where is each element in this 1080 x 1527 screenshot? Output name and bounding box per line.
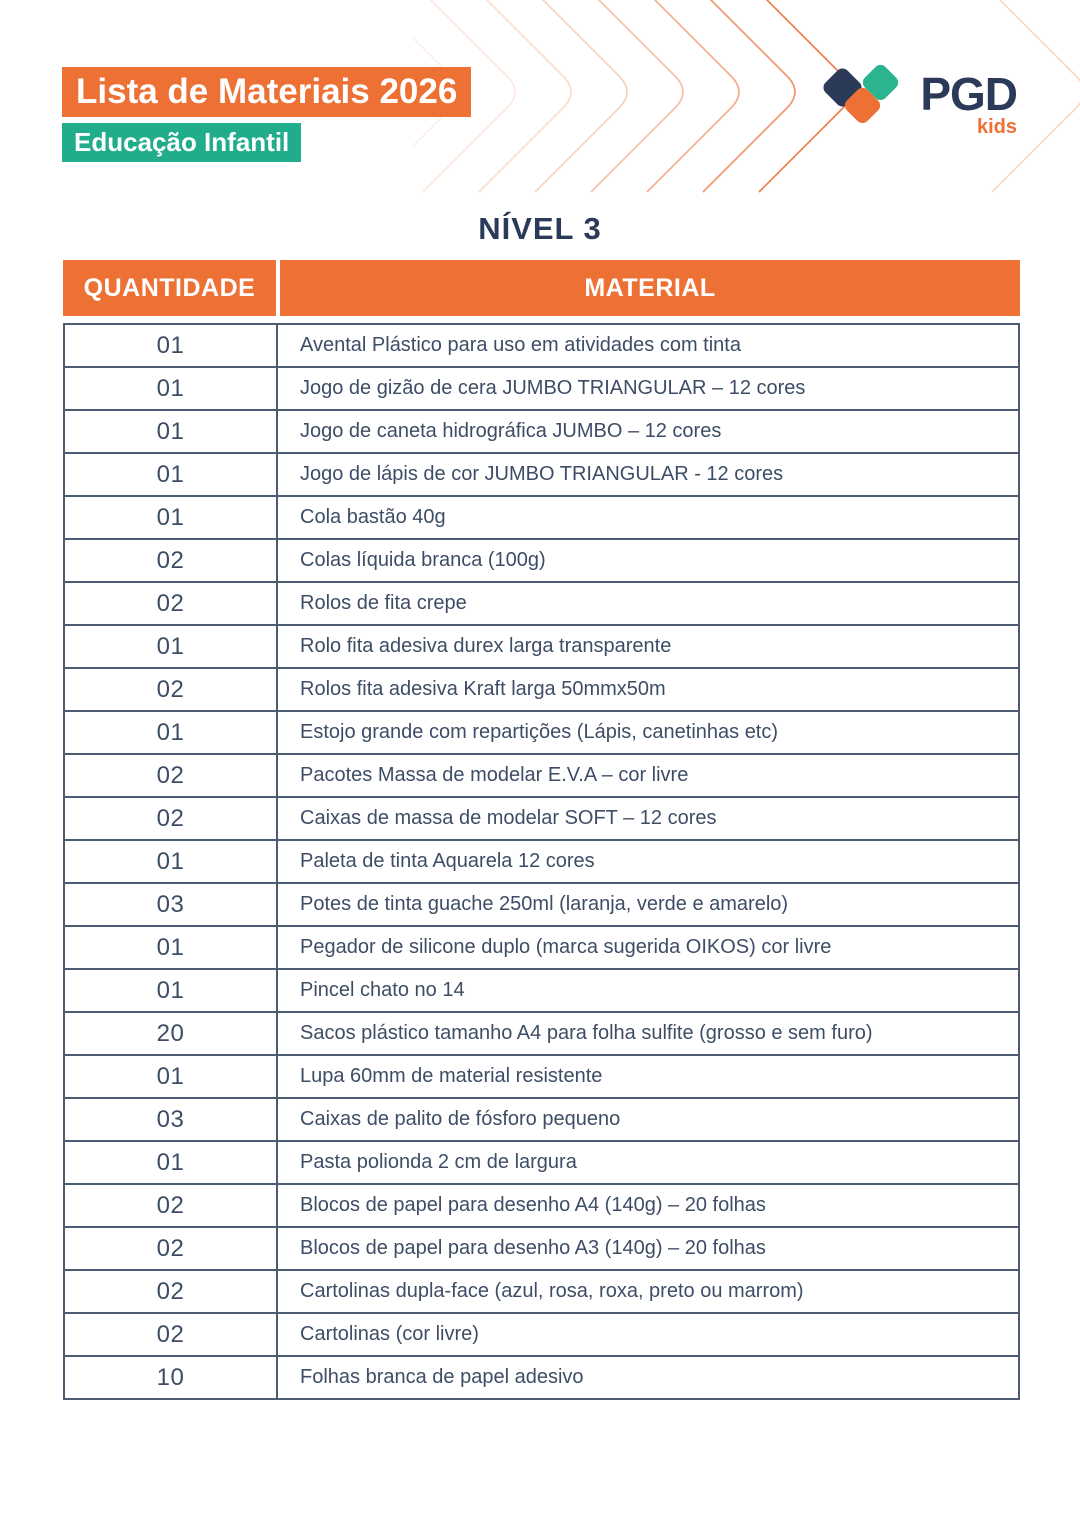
material-cell: Pacotes Massa de modelar E.V.A – cor livre — [277, 754, 1019, 797]
table-row — [64, 367, 1019, 410]
quantity-cell: 01 — [64, 324, 277, 367]
quantity-cell: 01 — [64, 1141, 277, 1184]
quantity-cell: 01 — [64, 926, 277, 969]
quantity-cell: 20 — [64, 1012, 277, 1055]
quantity-cell: 01 — [64, 1055, 277, 1098]
table-row — [64, 539, 1019, 582]
logo-text — [920, 68, 1017, 138]
pgd-kids-logo — [822, 60, 1017, 137]
table-row — [64, 926, 1019, 969]
material-cell: Rolos de fita crepe — [277, 582, 1019, 625]
quantity-cell: 02 — [64, 1270, 277, 1313]
material-cell: Cola bastão 40g — [277, 496, 1019, 539]
quantity-cell: 01 — [64, 625, 277, 668]
quantity-cell: 02 — [64, 1313, 277, 1356]
material-cell: Rolos fita adesiva Kraft larga 50mmx50m — [277, 668, 1019, 711]
material-cell: Lupa 60mm de material resistente — [277, 1055, 1019, 1098]
material-cell: Pasta polionda 2 cm de largura — [277, 1141, 1019, 1184]
table-row — [64, 410, 1019, 453]
material-cell: Pegador de silicone duplo (marca sugerida OIKOS) cor livre — [277, 926, 1019, 969]
table-row — [64, 1313, 1019, 1356]
quantity-cell: 01 — [64, 367, 277, 410]
material-cell: Folhas branca de papel adesivo — [277, 1356, 1019, 1399]
material-cell: Cartolinas dupla-face (azul, rosa, roxa, preto ou marrom) — [277, 1270, 1019, 1313]
table-row — [64, 582, 1019, 625]
quantity-cell: 01 — [64, 840, 277, 883]
table-row — [64, 1270, 1019, 1313]
quantity-cell: 10 — [64, 1356, 277, 1399]
table-row — [64, 797, 1019, 840]
quantity-cell: 03 — [64, 883, 277, 926]
table-row — [64, 625, 1019, 668]
quantity-cell: 01 — [64, 711, 277, 754]
quantity-cell: 01 — [64, 969, 277, 1012]
document-title-banner: Lista de Materiais 2026 — [62, 67, 471, 117]
logo-diamonds-icon — [822, 60, 904, 130]
quantity-cell: 01 — [64, 496, 277, 539]
table-row — [64, 1012, 1019, 1055]
quantity-cell: 02 — [64, 668, 277, 711]
quantity-cell: 02 — [64, 1184, 277, 1227]
quantity-cell: 02 — [64, 797, 277, 840]
table-row — [64, 1356, 1019, 1399]
document-subtitle-banner: Educação Infantil — [62, 123, 301, 162]
quantity-cell: 03 — [64, 1098, 277, 1141]
table-row — [64, 840, 1019, 883]
material-cell: Blocos de papel para desenho A3 (140g) – 20 folhas — [277, 1227, 1019, 1270]
quantity-column-header: QUANTIDADE — [63, 260, 276, 316]
materials-table-header — [63, 260, 1020, 316]
quantity-cell: 01 — [64, 410, 277, 453]
material-cell: Sacos plástico tamanho A4 para folha sulfite (grosso e sem furo) — [277, 1012, 1019, 1055]
material-cell: Colas líquida branca (100g) — [277, 539, 1019, 582]
table-row — [64, 668, 1019, 711]
logo-brand-text: PGD — [920, 68, 1017, 120]
table-row — [64, 1184, 1019, 1227]
table-row — [64, 1227, 1019, 1270]
material-cell: Potes de tinta guache 250ml (laranja, verde e amarelo) — [277, 883, 1019, 926]
materials-table — [63, 260, 1020, 1400]
materials-table-grid — [63, 323, 1020, 1400]
section-title: NÍVEL 3 — [478, 211, 602, 246]
table-row — [64, 754, 1019, 797]
logo-subbrand-text: kids — [976, 115, 1017, 138]
material-cell: Jogo de lápis de cor JUMBO TRIANGULAR - 12 cores — [277, 453, 1019, 496]
quantity-cell: 01 — [64, 453, 277, 496]
material-cell: Avental Plástico para uso em atividades com tinta — [277, 324, 1019, 367]
material-column-header: MATERIAL — [280, 260, 1020, 316]
material-cell: Rolo fita adesiva durex larga transparente — [277, 625, 1019, 668]
table-row — [64, 1141, 1019, 1184]
table-row — [64, 453, 1019, 496]
material-cell: Caixas de massa de modelar SOFT – 12 cores — [277, 797, 1019, 840]
material-cell: Cartolinas (cor livre) — [277, 1313, 1019, 1356]
table-row — [64, 883, 1019, 926]
material-cell: Caixas de palito de fósforo pequeno — [277, 1098, 1019, 1141]
table-row — [64, 1098, 1019, 1141]
table-row — [64, 711, 1019, 754]
material-cell: Pincel chato no 14 — [277, 969, 1019, 1012]
quantity-cell: 02 — [64, 754, 277, 797]
material-cell: Jogo de caneta hidrográfica JUMBO – 12 cores — [277, 410, 1019, 453]
table-row — [64, 324, 1019, 367]
material-cell: Paleta de tinta Aquarela 12 cores — [277, 840, 1019, 883]
quantity-cell: 02 — [64, 539, 277, 582]
table-row — [64, 1055, 1019, 1098]
materials-table-body — [64, 324, 1019, 1399]
table-row — [64, 496, 1019, 539]
quantity-cell: 02 — [64, 582, 277, 625]
material-cell: Blocos de papel para desenho A4 (140g) – 20 folhas — [277, 1184, 1019, 1227]
material-cell: Jogo de gizão de cera JUMBO TRIANGULAR – 12 cores — [277, 367, 1019, 410]
quantity-cell: 02 — [64, 1227, 277, 1270]
table-row — [64, 969, 1019, 1012]
material-cell: Estojo grande com repartições (Lápis, canetinhas etc) — [277, 711, 1019, 754]
